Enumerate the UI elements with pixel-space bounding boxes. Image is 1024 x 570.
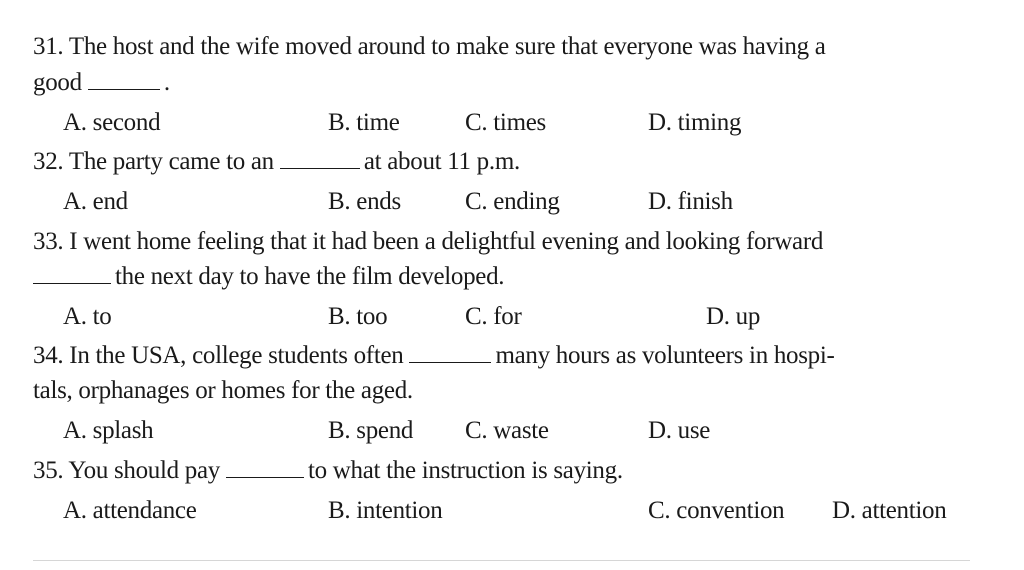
question-35-option-d: D. attention	[832, 497, 947, 524]
question-32-text-before: 32. The party came to an	[33, 148, 274, 175]
answer-blank	[226, 457, 304, 478]
question-34-text-before: 34. In the USA, college students often	[33, 342, 404, 369]
question-32-option-c: C. ending	[465, 188, 560, 215]
question-31-option-c: C. times	[465, 109, 546, 136]
question-31-stem-line-1	[33, 32, 826, 62]
question-34-text-after: many hours as volunteers in hospi-	[495, 342, 835, 369]
question-35-option-c: C. convention	[648, 497, 785, 524]
question-31-text-after: .	[163, 69, 170, 96]
question-32-option-b: B. ends	[328, 188, 401, 215]
question-35-text-after: to what the instruction is saying.	[308, 457, 623, 484]
question-35-text-before: 35. You should pay	[33, 457, 220, 484]
question-31-option-b: B. time	[328, 109, 400, 136]
question-32-text-after: at about 11 p.m.	[363, 148, 520, 175]
answer-blank	[33, 263, 111, 284]
question-33-text: 33. I went home feeling that it had been a delightful evening and looking forward	[33, 228, 824, 255]
answer-blank	[88, 69, 160, 90]
question-34-option-d: D. use	[648, 417, 711, 444]
question-31-text: 31. The host and the wife moved around to make sure that everyone was having a	[33, 33, 826, 60]
question-31-option-a: A. second	[63, 109, 161, 136]
question-31-stem-line-2	[33, 68, 170, 98]
question-34-stem-line-1	[33, 341, 835, 371]
question-34-text-line-2: tals, orphanages or homes for the aged.	[33, 377, 413, 404]
question-33-text-after: the next day to have the film developed.	[115, 263, 505, 290]
question-35-option-a: A. attendance	[63, 497, 197, 524]
question-35-stem	[33, 456, 623, 486]
question-32-option-d: D. finish	[648, 188, 733, 215]
question-32-option-a: A. end	[63, 188, 128, 215]
question-34-option-c: C. waste	[465, 417, 549, 444]
question-33-option-d: D. up	[706, 303, 761, 330]
question-32-stem	[33, 147, 520, 177]
bottom-divider	[33, 560, 970, 561]
question-33-option-b: B. too	[328, 303, 388, 330]
question-33-stem-line-2	[33, 262, 504, 292]
question-31-text-before: good	[33, 69, 82, 96]
question-33-stem-line-1	[33, 227, 823, 257]
question-34-option-b: B. spend	[328, 417, 414, 444]
question-33-option-c: C. for	[465, 303, 522, 330]
answer-blank	[280, 148, 360, 169]
question-34-option-a: A. splash	[63, 417, 154, 444]
answer-blank	[409, 342, 491, 363]
question-34-stem-line-2	[33, 376, 413, 406]
question-35-option-b: B. intention	[328, 497, 443, 524]
question-33-option-a: A. to	[63, 303, 112, 330]
question-31-option-d: D. timing	[648, 109, 742, 136]
